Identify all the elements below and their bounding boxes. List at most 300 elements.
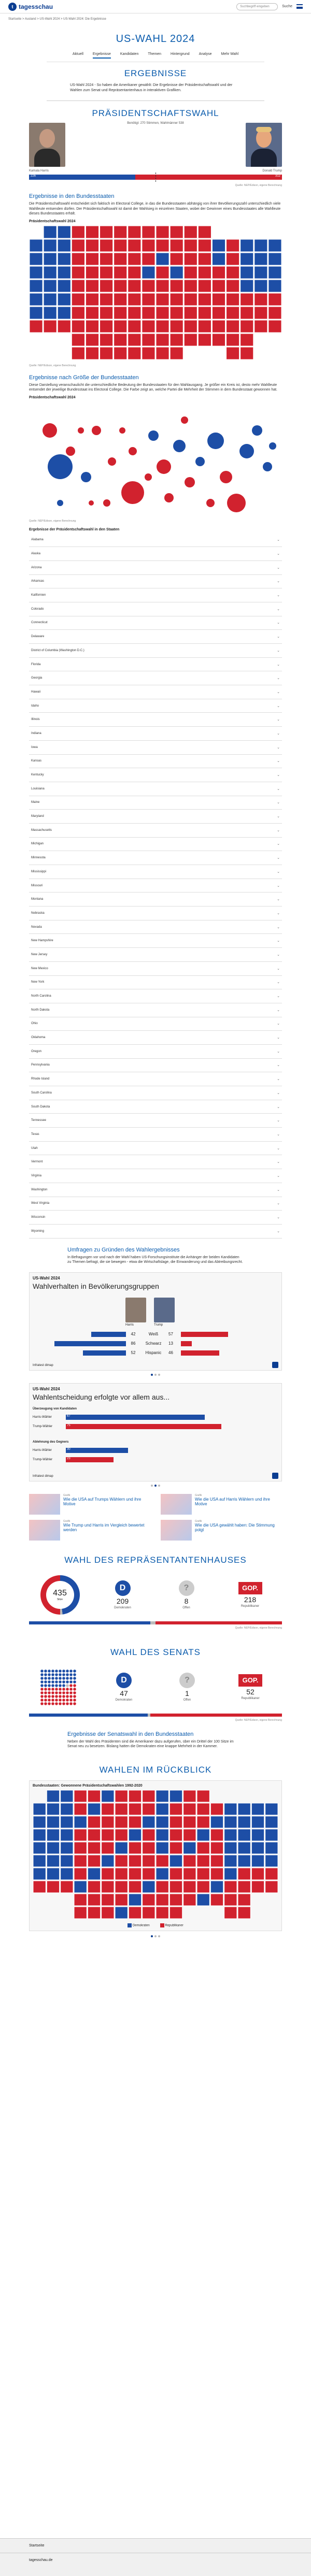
state-shape[interactable] xyxy=(86,307,98,319)
state-shape[interactable] xyxy=(170,226,183,238)
state-shape[interactable] xyxy=(241,239,253,252)
state-bubble[interactable] xyxy=(252,425,262,436)
state-shape[interactable] xyxy=(198,226,211,238)
state-shape[interactable] xyxy=(210,1894,223,1906)
state-shape[interactable] xyxy=(102,1816,114,1828)
state-row[interactable] xyxy=(29,1059,282,1073)
state-shape[interactable] xyxy=(227,347,239,359)
state-row[interactable] xyxy=(29,865,282,879)
state-shape[interactable] xyxy=(58,293,70,306)
state-shape[interactable] xyxy=(44,320,56,333)
state-shape[interactable] xyxy=(100,334,113,346)
state-shape[interactable] xyxy=(86,320,98,333)
subnav-item[interactable]: Aktuell xyxy=(72,52,83,56)
state-shape[interactable] xyxy=(210,1881,223,1893)
state-shape[interactable] xyxy=(183,1829,196,1841)
state-shape[interactable] xyxy=(61,1881,73,1893)
state-shape[interactable] xyxy=(30,307,43,319)
state-row[interactable] xyxy=(29,741,282,755)
state-shape[interactable] xyxy=(265,1829,278,1841)
subnav-item[interactable]: Mehr Wahl xyxy=(221,52,239,56)
state-shape[interactable] xyxy=(47,1829,59,1841)
state-shape[interactable] xyxy=(142,226,155,238)
state-row[interactable] xyxy=(29,602,282,616)
state-shape[interactable] xyxy=(129,1790,141,1802)
state-row[interactable] xyxy=(29,796,282,810)
state-shape[interactable] xyxy=(88,1829,100,1841)
state-shape[interactable] xyxy=(129,1907,141,1919)
logo[interactable] xyxy=(8,3,53,11)
state-shape[interactable] xyxy=(115,1803,128,1815)
state-shape[interactable] xyxy=(156,347,169,359)
state-shape[interactable] xyxy=(227,253,239,265)
state-shape[interactable] xyxy=(241,266,253,279)
state-shape[interactable] xyxy=(72,347,84,359)
state-shape[interactable] xyxy=(72,307,84,319)
state-shape[interactable] xyxy=(183,1855,196,1867)
pager-dot[interactable] xyxy=(158,1935,160,1937)
state-shape[interactable] xyxy=(72,239,84,252)
state-shape[interactable] xyxy=(184,320,197,333)
state-shape[interactable] xyxy=(227,334,239,346)
state-shape[interactable] xyxy=(58,226,70,238)
state-shape[interactable] xyxy=(30,293,43,306)
state-shape[interactable] xyxy=(156,1816,168,1828)
subnav-item[interactable]: Ergebnisse xyxy=(93,52,111,59)
state-shape[interactable] xyxy=(143,1868,155,1880)
state-shape[interactable] xyxy=(198,293,211,306)
state-shape[interactable] xyxy=(156,320,169,333)
state-shape[interactable] xyxy=(47,1868,59,1880)
us-map[interactable] xyxy=(29,223,282,363)
state-shape[interactable] xyxy=(156,1829,168,1841)
state-shape[interactable] xyxy=(100,293,113,306)
state-row[interactable] xyxy=(29,1225,282,1239)
poll-card-1[interactable] xyxy=(29,1272,282,1371)
state-shape[interactable] xyxy=(100,307,113,319)
pager-dot[interactable] xyxy=(158,1374,160,1376)
state-shape[interactable] xyxy=(74,1803,87,1815)
state-shape[interactable] xyxy=(88,1868,100,1880)
state-bubble[interactable] xyxy=(227,494,246,512)
state-shape[interactable] xyxy=(212,280,225,292)
state-shape[interactable] xyxy=(86,334,98,346)
state-shape[interactable] xyxy=(251,1842,264,1854)
state-bubble[interactable] xyxy=(78,427,84,434)
state-shape[interactable] xyxy=(255,253,267,265)
subnav-item[interactable]: Themen xyxy=(148,52,162,56)
state-shape[interactable] xyxy=(102,1803,114,1815)
state-bubble[interactable] xyxy=(108,457,116,466)
state-row[interactable] xyxy=(29,1003,282,1017)
state-shape[interactable] xyxy=(128,307,141,319)
state-bubble[interactable] xyxy=(220,471,232,483)
state-shape[interactable] xyxy=(197,1803,209,1815)
state-row[interactable] xyxy=(29,755,282,769)
footer-brand[interactable]: tagesschau.de xyxy=(29,2558,53,2562)
state-shape[interactable] xyxy=(268,280,281,292)
search-label[interactable]: Suche xyxy=(282,5,292,8)
state-shape[interactable] xyxy=(33,1868,46,1880)
state-shape[interactable] xyxy=(224,1868,237,1880)
search-input[interactable]: Suchbegriff eingeben xyxy=(236,3,278,10)
state-shape[interactable] xyxy=(224,1907,237,1919)
state-shape[interactable] xyxy=(156,253,169,265)
state-shape[interactable] xyxy=(102,1894,114,1906)
state-shape[interactable] xyxy=(33,1816,46,1828)
state-shape[interactable] xyxy=(88,1803,100,1815)
state-shape[interactable] xyxy=(86,293,98,306)
history-map[interactable] xyxy=(33,1788,278,1922)
state-row[interactable] xyxy=(29,1211,282,1225)
state-shape[interactable] xyxy=(143,1829,155,1841)
teaser[interactable] xyxy=(29,1520,150,1541)
state-shape[interactable] xyxy=(238,1881,250,1893)
state-shape[interactable] xyxy=(88,1855,100,1867)
state-shape[interactable] xyxy=(156,334,169,346)
state-shape[interactable] xyxy=(143,1855,155,1867)
history-pager[interactable] xyxy=(0,1935,311,1937)
state-shape[interactable] xyxy=(86,280,98,292)
state-shape[interactable] xyxy=(114,293,127,306)
state-row[interactable] xyxy=(29,1114,282,1128)
state-shape[interactable] xyxy=(86,253,98,265)
state-shape[interactable] xyxy=(72,280,84,292)
pager-dot[interactable] xyxy=(151,1485,153,1487)
state-row[interactable] xyxy=(29,713,282,727)
state-shape[interactable] xyxy=(47,1842,59,1854)
state-shape[interactable] xyxy=(58,280,70,292)
subnav-item[interactable]: Hintergrund xyxy=(171,52,190,56)
state-shape[interactable] xyxy=(129,1881,141,1893)
state-row[interactable] xyxy=(29,1128,282,1142)
state-shape[interactable] xyxy=(128,320,141,333)
state-shape[interactable] xyxy=(169,1894,182,1906)
pager-dot[interactable] xyxy=(154,1374,157,1376)
state-shape[interactable] xyxy=(114,239,127,252)
state-shape[interactable] xyxy=(114,307,127,319)
state-shape[interactable] xyxy=(198,266,211,279)
state-row[interactable] xyxy=(29,616,282,630)
state-shape[interactable] xyxy=(198,253,211,265)
state-shape[interactable] xyxy=(227,266,239,279)
state-shape[interactable] xyxy=(156,307,169,319)
card1-pager[interactable] xyxy=(0,1374,311,1376)
state-shape[interactable] xyxy=(61,1803,73,1815)
state-shape[interactable] xyxy=(86,239,98,252)
state-row[interactable] xyxy=(29,575,282,589)
state-bubble[interactable] xyxy=(173,440,186,452)
state-shape[interactable] xyxy=(251,1829,264,1841)
state-shape[interactable] xyxy=(74,1881,87,1893)
state-shape[interactable] xyxy=(44,280,56,292)
state-row[interactable] xyxy=(29,534,282,548)
state-shape[interactable] xyxy=(265,1881,278,1893)
state-shape[interactable] xyxy=(170,266,183,279)
state-shape[interactable] xyxy=(44,239,56,252)
state-shape[interactable] xyxy=(115,1842,128,1854)
state-shape[interactable] xyxy=(268,239,281,252)
state-shape[interactable] xyxy=(143,1894,155,1906)
state-bubble[interactable] xyxy=(66,447,75,456)
state-shape[interactable] xyxy=(156,226,169,238)
state-row[interactable] xyxy=(29,824,282,838)
state-row[interactable] xyxy=(29,1017,282,1031)
state-shape[interactable] xyxy=(212,266,225,279)
pager-dot[interactable] xyxy=(154,1935,157,1937)
state-shape[interactable] xyxy=(30,239,43,252)
state-shape[interactable] xyxy=(251,1868,264,1880)
state-row[interactable] xyxy=(29,879,282,893)
state-row[interactable] xyxy=(29,1100,282,1114)
state-shape[interactable] xyxy=(169,1842,182,1854)
state-row[interactable] xyxy=(29,893,282,906)
state-shape[interactable] xyxy=(183,1842,196,1854)
state-shape[interactable] xyxy=(129,1894,141,1906)
state-shape[interactable] xyxy=(143,1803,155,1815)
state-row[interactable] xyxy=(29,1142,282,1156)
state-shape[interactable] xyxy=(72,226,84,238)
state-shape[interactable] xyxy=(183,1868,196,1880)
state-shape[interactable] xyxy=(169,1816,182,1828)
state-shape[interactable] xyxy=(268,253,281,265)
teaser[interactable] xyxy=(161,1520,282,1541)
state-shape[interactable] xyxy=(33,1803,46,1815)
state-shape[interactable] xyxy=(255,320,267,333)
state-shape[interactable] xyxy=(170,307,183,319)
state-shape[interactable] xyxy=(198,280,211,292)
state-shape[interactable] xyxy=(88,1894,100,1906)
state-row[interactable] xyxy=(29,685,282,699)
state-shape[interactable] xyxy=(210,1829,223,1841)
state-shape[interactable] xyxy=(61,1868,73,1880)
state-row[interactable] xyxy=(29,989,282,1003)
state-shape[interactable] xyxy=(74,1907,87,1919)
state-shape[interactable] xyxy=(100,253,113,265)
state-shape[interactable] xyxy=(156,1803,168,1815)
state-shape[interactable] xyxy=(114,253,127,265)
state-shape[interactable] xyxy=(74,1829,87,1841)
state-shape[interactable] xyxy=(169,1829,182,1841)
state-shape[interactable] xyxy=(197,1790,209,1802)
state-shape[interactable] xyxy=(142,334,155,346)
state-shape[interactable] xyxy=(156,1842,168,1854)
state-shape[interactable] xyxy=(255,280,267,292)
state-shape[interactable] xyxy=(142,307,155,319)
state-shape[interactable] xyxy=(102,1790,114,1802)
state-shape[interactable] xyxy=(184,334,197,346)
state-shape[interactable] xyxy=(61,1829,73,1841)
state-shape[interactable] xyxy=(197,1855,209,1867)
state-bubble[interactable] xyxy=(239,444,254,458)
state-shape[interactable] xyxy=(143,1842,155,1854)
state-shape[interactable] xyxy=(142,266,155,279)
state-shape[interactable] xyxy=(33,1881,46,1893)
state-shape[interactable] xyxy=(129,1829,141,1841)
state-shape[interactable] xyxy=(72,320,84,333)
state-shape[interactable] xyxy=(238,1829,250,1841)
state-shape[interactable] xyxy=(72,266,84,279)
state-shape[interactable] xyxy=(128,226,141,238)
state-row[interactable] xyxy=(29,658,282,672)
state-row[interactable] xyxy=(29,1155,282,1169)
state-bubble[interactable] xyxy=(157,459,171,474)
state-shape[interactable] xyxy=(241,320,253,333)
state-shape[interactable] xyxy=(169,1907,182,1919)
state-shape[interactable] xyxy=(156,239,169,252)
state-shape[interactable] xyxy=(115,1855,128,1867)
state-row[interactable] xyxy=(29,1045,282,1059)
state-shape[interactable] xyxy=(210,1816,223,1828)
state-row[interactable] xyxy=(29,920,282,934)
state-row[interactable] xyxy=(29,1183,282,1197)
state-shape[interactable] xyxy=(241,280,253,292)
state-shape[interactable] xyxy=(142,280,155,292)
footer-home[interactable]: Startseite xyxy=(0,2539,311,2553)
state-shape[interactable] xyxy=(238,1894,250,1906)
state-row[interactable] xyxy=(29,782,282,796)
state-shape[interactable] xyxy=(170,347,183,359)
state-shape[interactable] xyxy=(47,1790,59,1802)
state-shape[interactable] xyxy=(115,1790,128,1802)
state-shape[interactable] xyxy=(100,280,113,292)
state-row[interactable] xyxy=(29,588,282,602)
state-shape[interactable] xyxy=(224,1881,237,1893)
state-shape[interactable] xyxy=(197,1816,209,1828)
state-row[interactable] xyxy=(29,962,282,976)
state-shape[interactable] xyxy=(156,266,169,279)
state-shape[interactable] xyxy=(129,1842,141,1854)
state-shape[interactable] xyxy=(212,253,225,265)
state-shape[interactable] xyxy=(210,1868,223,1880)
state-shape[interactable] xyxy=(224,1803,237,1815)
state-shape[interactable] xyxy=(33,1829,46,1841)
state-shape[interactable] xyxy=(198,334,211,346)
state-shape[interactable] xyxy=(30,280,43,292)
state-shape[interactable] xyxy=(156,280,169,292)
state-shape[interactable] xyxy=(114,280,127,292)
state-shape[interactable] xyxy=(212,293,225,306)
state-shape[interactable] xyxy=(169,1803,182,1815)
teaser[interactable] xyxy=(161,1494,282,1515)
state-shape[interactable] xyxy=(86,226,98,238)
state-shape[interactable] xyxy=(170,280,183,292)
state-shape[interactable] xyxy=(74,1868,87,1880)
state-row[interactable] xyxy=(29,851,282,865)
state-row[interactable] xyxy=(29,644,282,658)
state-shape[interactable] xyxy=(128,280,141,292)
state-shape[interactable] xyxy=(47,1855,59,1867)
state-shape[interactable] xyxy=(72,293,84,306)
state-shape[interactable] xyxy=(88,1842,100,1854)
state-shape[interactable] xyxy=(102,1881,114,1893)
state-shape[interactable] xyxy=(241,307,253,319)
state-shape[interactable] xyxy=(184,293,197,306)
state-shape[interactable] xyxy=(169,1881,182,1893)
state-shape[interactable] xyxy=(255,266,267,279)
state-shape[interactable] xyxy=(58,266,70,279)
state-row[interactable] xyxy=(29,1031,282,1045)
state-shape[interactable] xyxy=(143,1881,155,1893)
state-shape[interactable] xyxy=(142,347,155,359)
subnav-item[interactable]: Kandidaten xyxy=(120,52,139,56)
card2-pager[interactable] xyxy=(0,1485,311,1487)
state-shape[interactable] xyxy=(129,1803,141,1815)
state-shape[interactable] xyxy=(114,226,127,238)
state-shape[interactable] xyxy=(100,239,113,252)
state-shape[interactable] xyxy=(170,239,183,252)
pager-dot[interactable] xyxy=(151,1374,153,1376)
state-shape[interactable] xyxy=(227,320,239,333)
state-shape[interactable] xyxy=(184,239,197,252)
state-shape[interactable] xyxy=(44,307,56,319)
state-shape[interactable] xyxy=(224,1816,237,1828)
state-shape[interactable] xyxy=(197,1894,209,1906)
state-shape[interactable] xyxy=(142,253,155,265)
state-shape[interactable] xyxy=(100,226,113,238)
state-shape[interactable] xyxy=(268,293,281,306)
state-shape[interactable] xyxy=(129,1868,141,1880)
state-shape[interactable] xyxy=(114,347,127,359)
state-shape[interactable] xyxy=(156,1868,168,1880)
state-shape[interactable] xyxy=(114,334,127,346)
state-bubble[interactable] xyxy=(103,499,110,507)
state-shape[interactable] xyxy=(114,320,127,333)
state-shape[interactable] xyxy=(88,1790,100,1802)
state-shape[interactable] xyxy=(184,266,197,279)
state-row[interactable] xyxy=(29,561,282,575)
state-shape[interactable] xyxy=(128,347,141,359)
state-shape[interactable] xyxy=(129,1855,141,1867)
state-shape[interactable] xyxy=(251,1803,264,1815)
state-shape[interactable] xyxy=(100,347,113,359)
state-row[interactable] xyxy=(29,1169,282,1183)
state-shape[interactable] xyxy=(183,1881,196,1893)
state-row[interactable] xyxy=(29,934,282,948)
state-shape[interactable] xyxy=(61,1842,73,1854)
state-shape[interactable] xyxy=(212,320,225,333)
state-row[interactable] xyxy=(29,630,282,644)
state-shape[interactable] xyxy=(58,253,70,265)
state-bubble[interactable] xyxy=(89,500,94,506)
state-shape[interactable] xyxy=(115,1894,128,1906)
history-card[interactable] xyxy=(29,1780,282,1931)
state-shape[interactable] xyxy=(169,1855,182,1867)
state-shape[interactable] xyxy=(241,334,253,346)
state-shape[interactable] xyxy=(156,1855,168,1867)
state-shape[interactable] xyxy=(115,1829,128,1841)
state-shape[interactable] xyxy=(143,1816,155,1828)
state-shape[interactable] xyxy=(86,266,98,279)
state-shape[interactable] xyxy=(238,1803,250,1815)
state-shape[interactable] xyxy=(224,1855,237,1867)
state-shape[interactable] xyxy=(170,334,183,346)
bubble-map[interactable] xyxy=(29,399,282,519)
state-shape[interactable] xyxy=(72,334,84,346)
state-bubble[interactable] xyxy=(129,447,137,455)
state-shape[interactable] xyxy=(156,1881,168,1893)
state-row[interactable] xyxy=(29,727,282,741)
state-row[interactable] xyxy=(29,1197,282,1211)
state-shape[interactable] xyxy=(100,320,113,333)
state-shape[interactable] xyxy=(184,307,197,319)
poll-card-2[interactable] xyxy=(29,1383,282,1481)
state-shape[interactable] xyxy=(210,1803,223,1815)
state-shape[interactable] xyxy=(184,226,197,238)
state-shape[interactable] xyxy=(227,280,239,292)
state-shape[interactable] xyxy=(268,266,281,279)
state-shape[interactable] xyxy=(88,1907,100,1919)
